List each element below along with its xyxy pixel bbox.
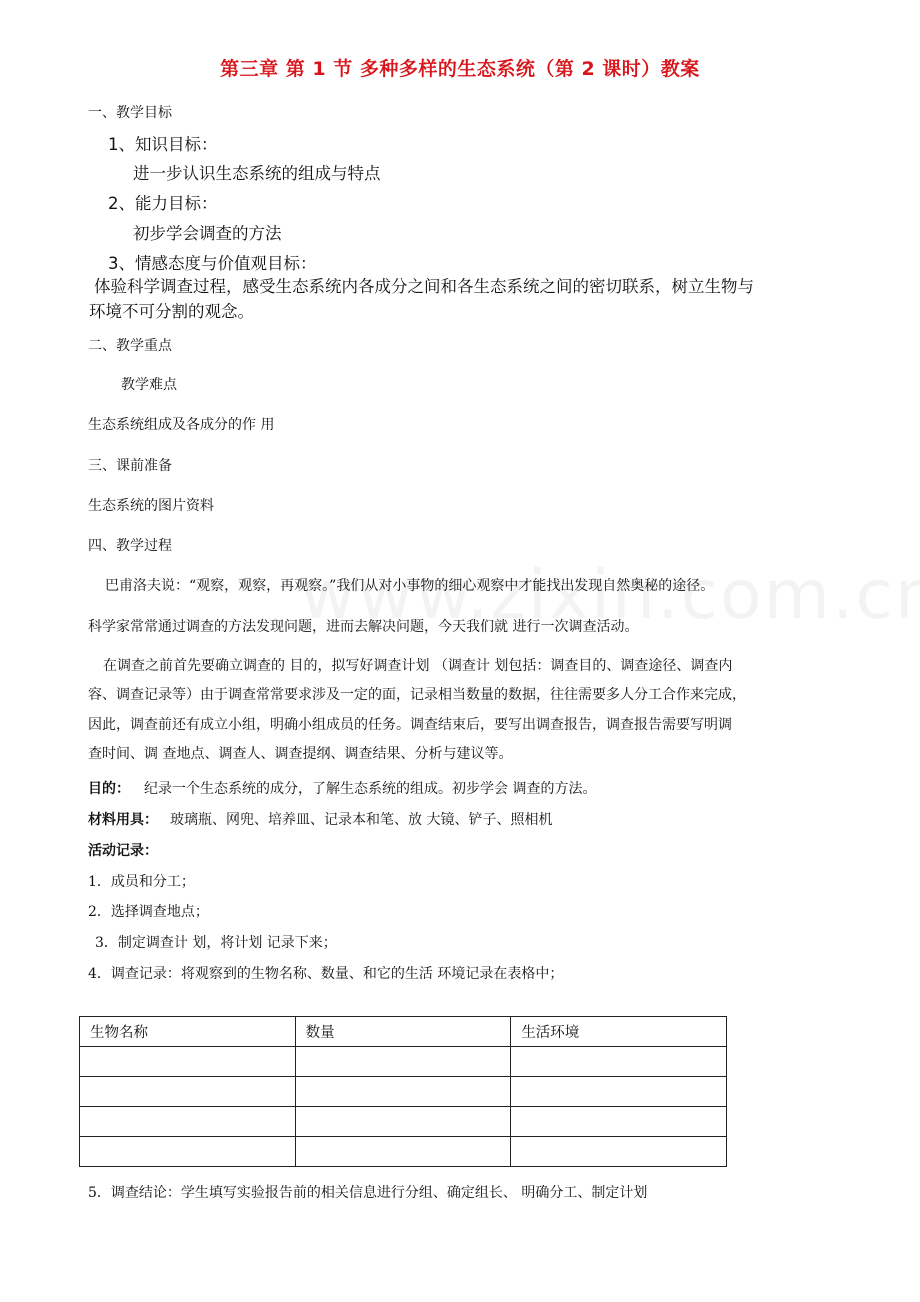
section4-heading: 四、教学过程 [88, 538, 172, 554]
conclusion-step: 5．调查结论：学生填写实验报告前的相关信息进行分组、确定组长、 明确分工、制定计划 [88, 1185, 648, 1201]
attitude-goal-label: 3、情感态度与价值观目标： [108, 254, 317, 273]
step-item: 2．选择调查地点； [88, 904, 209, 920]
observation-table [79, 1016, 727, 1167]
materials-text: 玻璃瓶、网兜、培养皿、记录本和笔、放 大镜、铲子、照相机 [170, 812, 553, 828]
table-header-cell: 数量 [295, 1017, 511, 1047]
section1-heading: 一、教学目标 [88, 105, 172, 121]
purpose-row [88, 782, 596, 796]
document-title: 第三章 第 1 节 多种多样的生态系统（第 2 课时）教案 [220, 58, 700, 80]
plan-paragraph-line: 在调查之前首先要确立调查的 目的，拟写好调查计划 （调查计 划包括：调查目的、调查途径、调查内 [103, 658, 733, 674]
section3-heading: 三、课前准备 [88, 458, 172, 474]
table-cell [80, 1047, 296, 1077]
knowledge-goal-text: 进一步认识生态系统的组成与特点 [133, 164, 381, 183]
intro-text: 科学家常常通过调查的方法发现问题，进而去解决问题，今天我们就 进行一次调查活动。 [88, 619, 639, 635]
ability-goal-text: 初步学会调查的方法 [133, 224, 282, 243]
table-row [80, 1047, 727, 1077]
step-item: 1．成员和分工； [88, 874, 195, 890]
table-cell [295, 1107, 511, 1137]
attitude-goal-text-2: 环境不可分割的观念。 [89, 302, 254, 321]
section2-heading: 二、教学重点 [88, 338, 172, 354]
table-row [80, 1077, 727, 1107]
pavlov-quote: 巴甫洛夫说：“观察，观察，再观察。”我们从对小事物的细心观察中才能找出发现自然奥秘的途径。 [105, 578, 715, 594]
difficulty-heading: 教学难点 [121, 377, 177, 393]
table-cell [295, 1137, 511, 1167]
attitude-goal-text-1: 体验科学调查过程，感受生态系统内各成分之间和各生态系统之间的密切联系，树立生物与 [94, 277, 754, 296]
step-item: 3．制定调查计 划，将计划 记录下来； [95, 935, 337, 951]
table-row [80, 1137, 727, 1167]
ability-goal-label: 2、能力目标： [108, 194, 218, 213]
table-header-row [80, 1017, 727, 1047]
table-cell [511, 1137, 727, 1167]
plan-paragraph-line: 查时间、调 查地点、调查人、调查提纲、调查结果、分析与建议等。 [88, 746, 513, 762]
preparation-text: 生态系统的图片资料 [88, 498, 214, 514]
knowledge-goal-label: 1、知识目标： [108, 135, 218, 154]
materials-row [88, 813, 552, 827]
table-cell [80, 1137, 296, 1167]
purpose-text: 纪录一个生态系统的成分，了解生态系统的组成。初步学会 调查的方法。 [144, 781, 597, 797]
table-cell [295, 1077, 511, 1107]
table-cell [511, 1047, 727, 1077]
activity-label: 活动记录： [88, 843, 158, 859]
table-cell [80, 1107, 296, 1137]
table-header-cell: 生活环境 [511, 1017, 727, 1047]
purpose-label: 目的： [88, 781, 130, 797]
table-cell [80, 1077, 296, 1107]
plan-paragraph-line: 容、调查记录等）由于调查常常要求涉及一定的面，记录相当数量的数据，往往需要多人分工合作来完成， [88, 687, 746, 703]
key-point-text: 生态系统组成及各成分的作 用 [88, 417, 275, 433]
table-cell [511, 1077, 727, 1107]
table-row [80, 1107, 727, 1137]
table-cell [511, 1107, 727, 1137]
step-item: 4．调查记录：将观察到的生物名称、数量、和它的生活 环境记录在表格中； [88, 966, 564, 982]
table-cell [295, 1047, 511, 1077]
table-header-cell: 生物名称 [80, 1017, 296, 1047]
plan-paragraph-line: 因此，调查前还有成立小组，明确小组成员的任务。调查结束后，要写出调查报告，调查报告需要写明调 [88, 717, 732, 733]
materials-label: 材料用具： [88, 812, 158, 828]
